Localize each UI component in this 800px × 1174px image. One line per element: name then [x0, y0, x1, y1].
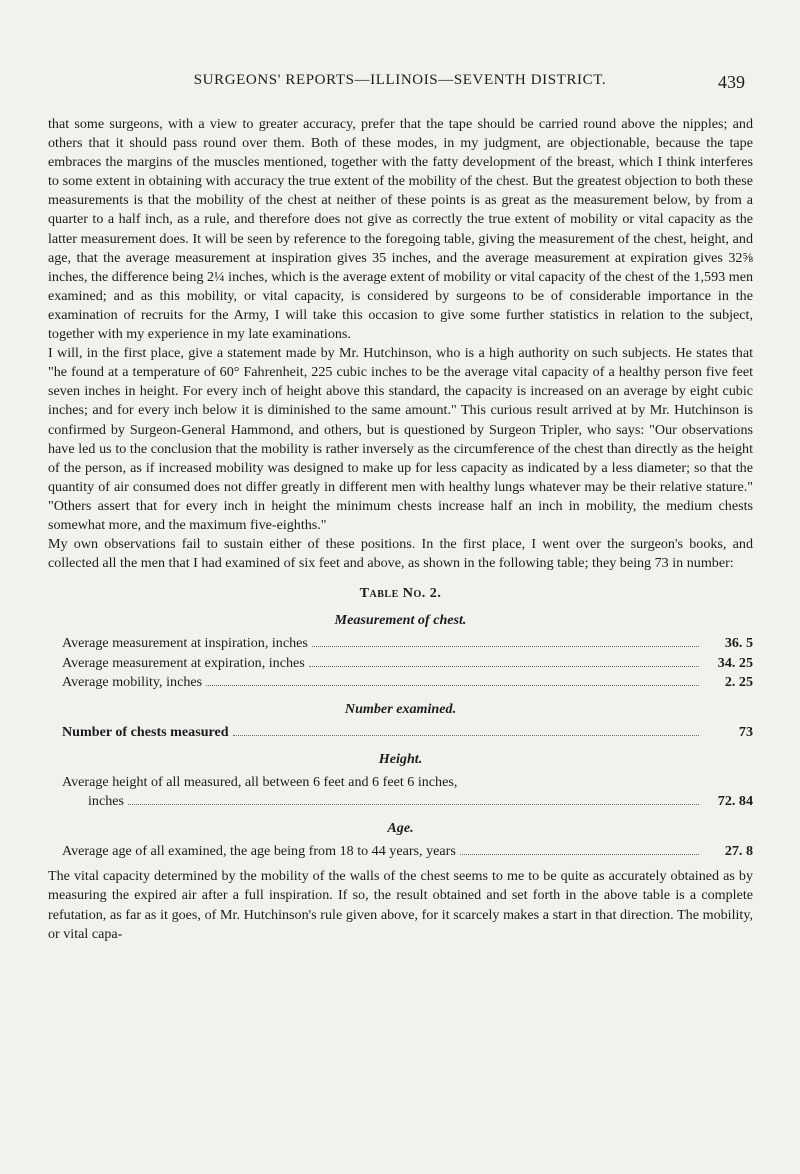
table-row — [48, 792, 753, 811]
paragraph-1: that some surgeons, with a view to greater accuracy, prefer that the tape should be carried round above the nipples; and others that it should pass round over them. Both of these modes, in my judgment, are objectionable, because the tape embraces the margins of the muscles mentioned, together with the fatty development of the breast, which I think interferes to some extent in obtaining with accuracy the true extent of the mobility of the chest. But the greatest objection to both these measurements is that the mobility of the chest at neither of these points is as great as the measurement below, by from a quarter to a half inch, as a rule, and therefore does not give as correctly the true extent of mobility or vital capacity as the latter measurement does. It will be seen by reference to the foregoing table, giving the measurement of the chest, height, and age, that the average measurement at inspiration gives 35 inches, and the average measurement at expiration gives 32⅝ inches, the difference being 2¼ inches, which is the average extent of mobility or vital capacity of the chest of the 1,593 men examined; and as this mobility, or vital capacity, is considered by surgeons to be of considerable importance in the examination of recruits for the Army, I will take this occasion to give some further statistics in relation to the subject, together with my experience in my late examinations. — [48, 116, 753, 343]
table-row — [48, 723, 753, 742]
row-label: inches — [88, 793, 125, 810]
dot-leader — [233, 735, 699, 736]
row-value: 34. 25 — [717, 654, 753, 671]
closing-paragraph: The vital capacity determined by the mobility of the walls of the chest seems to me to be quite as accurately obtained as by measuring the expired air after a full inspiration. If so, the result obtained and set forth in the above table is a complete refutation, as far as it goes, of Mr. Hutchinson's rule given above, for it scarcely makes a start in that direction. The mobility, or vital capa- — [48, 868, 753, 942]
dot-leader — [312, 646, 699, 647]
table-row-label-line: Average height of all measured, all between 6 feet and 6 feet 6 inches, — [62, 774, 458, 790]
row-label: Average measurement at expiration, inches — [62, 654, 305, 671]
row-value: 72. 84 — [717, 793, 753, 810]
row-label: Average age of all examined, the age being from 18 to 44 years, years — [62, 843, 456, 860]
dot-leader — [206, 685, 699, 686]
table-row — [48, 673, 753, 692]
running-head: SURGEONS' REPORTS—ILLINOIS—SEVENTH DISTRICT. — [193, 72, 607, 88]
body-text — [48, 115, 753, 944]
page-header — [0, 72, 800, 94]
table-row — [48, 634, 753, 653]
dot-leader — [309, 666, 699, 667]
table-row — [48, 654, 753, 673]
row-label: Average measurement at inspiration, inches — [62, 635, 308, 652]
row-value: 2. 25 — [724, 673, 753, 690]
row-label: Average mobility, inches — [62, 673, 203, 690]
paragraph-2: I will, in the first place, give a statement made by Mr. Hutchinson, who is a high authority on such subjects. He states that "he found at a temperature of 60° Fahrenheit, 225 cubic inches to be the average vital capacity of a healthy person five feet seven inches in height. For every inch of height above this standard, the capacity is increased on an average by eight cubic inches; and for every inch below it is diminished to the same amount." This curious result arrived at by Mr. Hutchinson is confirmed by Surgeon-General Hammond, and others, but is questioned by Surgeon Tripler, who says: "Our observations have led us to the conclusion that the mobility is rather inversely as the circumference of the chest than directly as the height of the person, as if increased mobility was designed to make up for less capacity as indicated by a less diameter; so that the quantity of air consumed does not differ greatly in different men with healthy lungs whatever may be their relative stature." "Others assert that for every inch in height the minimum chests increase half an inch in mobility, the medium chests somewhat more, and the maximum five-eighths." — [48, 345, 753, 533]
row-value: 27. 8 — [724, 843, 753, 860]
table-title: Table No. 2. — [359, 585, 442, 602]
page-number: 439 — [718, 72, 745, 92]
dot-leader — [460, 854, 699, 855]
section-heading-age: Age. — [387, 820, 414, 837]
row-label: Number of chests measured — [62, 723, 229, 740]
row-value: 36. 5 — [724, 635, 753, 652]
section-heading-chest: Measurement of chest. — [334, 612, 467, 629]
section-heading-number: Number examined. — [344, 700, 457, 717]
paragraph-3: My own observations fail to sustain either of these positions. In the first place, I went over the surgeon's books, and collected all the men that I had examined of six feet and above, as shown in the following table; they being 73 in number: — [48, 536, 753, 572]
table-row — [48, 842, 753, 861]
row-value: 73 — [738, 723, 753, 740]
section-heading-height: Height. — [378, 750, 423, 767]
dot-leader — [128, 804, 699, 805]
